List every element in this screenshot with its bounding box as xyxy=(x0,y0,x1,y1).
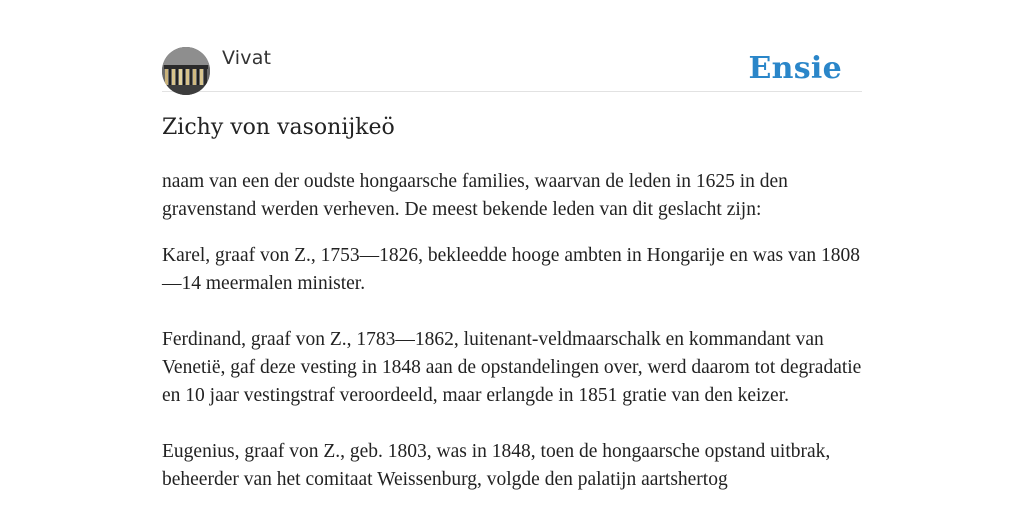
source-name[interactable]: Vivat xyxy=(222,47,272,69)
article-content xyxy=(162,168,868,512)
brand-logo[interactable]: Ensie xyxy=(748,51,842,86)
article-title: Zichy von vasonijkeö xyxy=(162,115,395,140)
article-entry: Karel, graaf von Z., 1753—1826, bekleedde hooge ambten in Hongarije en was van 1808 —14 meermalen minister. xyxy=(162,245,861,294)
header xyxy=(162,47,862,92)
bookshelf-icon xyxy=(162,47,210,95)
article-entry: Eugenius, graaf von Z., geb. 1803, was in 1848, toen de hongaarsche opstand uitbrak, beheerder van het comitaat Weissenburg, volgde den palatijn aartshertog xyxy=(162,441,831,490)
avatar[interactable] xyxy=(162,47,210,95)
article-entry: Ferdinand, graaf von Z., 1783—1862, luitenant-veldmaarschalk en kommandant van Venetië, gaf deze vesting in 1848 aan de opstandelingen over, werd daarom tot degradatie en 10 jaar vestingstraf veroordeeld, maar erlangde in 1851 gratie van den keizer. xyxy=(162,329,862,406)
article-intro: naam van een der oudste hongaarsche families, waarvan de leden in 1625 in den gravenstand werden verheven. De meest bekende leden van dit geslacht zijn: xyxy=(162,171,788,220)
